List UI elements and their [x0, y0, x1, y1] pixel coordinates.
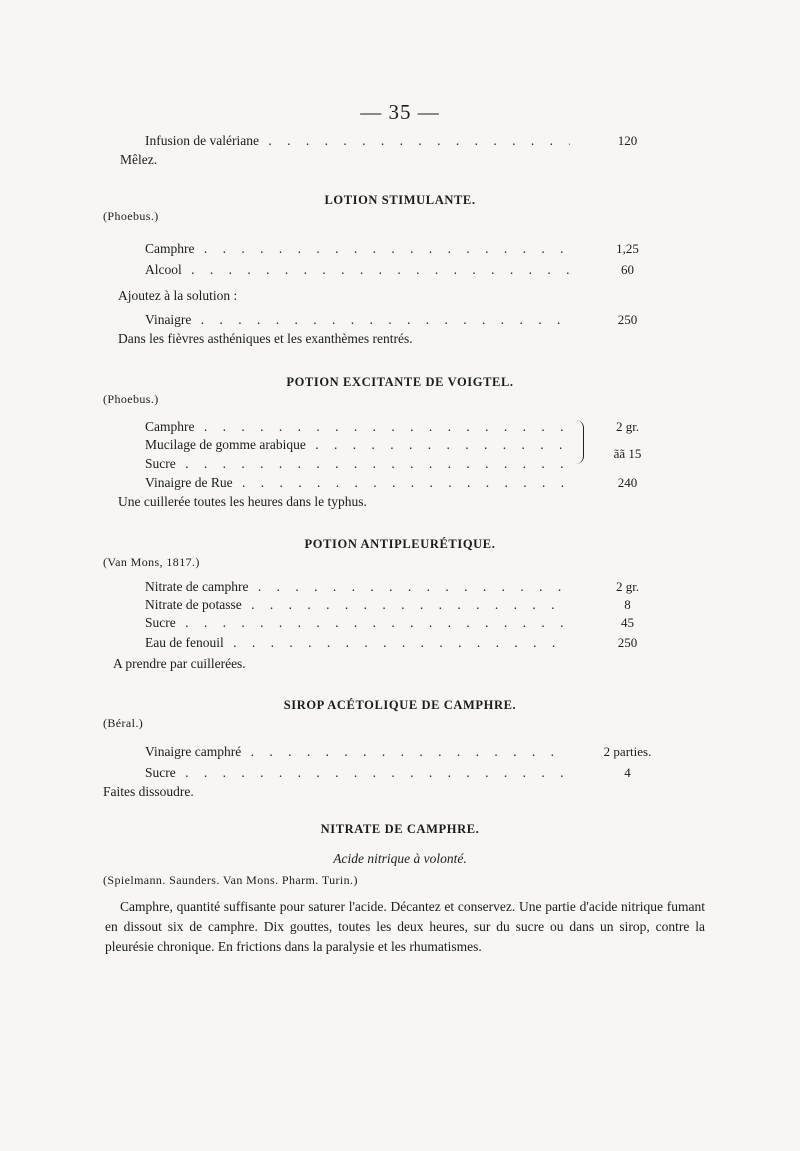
section-title: LOTION STIMULANTE. [324, 193, 476, 207]
page-number: — 35 — [360, 100, 440, 124]
section-title: POTION EXCITANTE DE VOIGTEL. [286, 375, 514, 389]
section-subtitle: Acide nitrique à volonté. [333, 851, 467, 866]
section-title: NITRATE DE CAMPHRE. [320, 822, 480, 836]
ingredient-name: Vinaigre . . . [145, 311, 570, 329]
ingredient-name: Sucre . . . [145, 614, 570, 632]
ingredient-name: Nitrate de camphre . . . [145, 578, 570, 596]
ingredient-quantity: 4 [624, 765, 631, 780]
ingredient-name: Sucre . . . [145, 764, 570, 782]
source-reference: (Van Mons, 1817.) [103, 555, 200, 569]
brace-grouping [573, 420, 584, 464]
ingredient-name: Infusion de valériane . . . [145, 132, 570, 150]
source-reference: (Phoebus.) [103, 209, 159, 223]
section-title: SIROP ACÉTOLIQUE DE CAMPHRE. [283, 698, 517, 712]
ingredient-quantity: 2 parties. [603, 744, 652, 759]
instruction-text: Ajoutez à la solution : [118, 288, 238, 303]
ingredient-quantity: 60 [621, 262, 634, 277]
source-reference: (Spielmann. Saunders. Van Mons. Pharm. Turin.) [103, 873, 358, 887]
usage-text: Une cuillerée toutes les heures dans le typhus. [118, 494, 367, 509]
ingredient-quantity: 250 [617, 312, 638, 327]
ingredient-name: Camphre . . . [145, 418, 570, 436]
instruction-text: Mêlez. [120, 152, 158, 167]
ingredient-name: Mucilage de gomme arabique . . . [145, 436, 570, 454]
source-reference: (Béral.) [103, 716, 144, 730]
ingredient-name: Nitrate de potasse . . . [145, 596, 570, 614]
section-title: POTION ANTIPLEURÉTIQUE. [304, 537, 496, 551]
ingredient-name: Alcool . . . [145, 261, 570, 279]
ingredient-name: Vinaigre camphré . . . [145, 743, 570, 761]
ingredient-quantity: 2 gr. [615, 419, 640, 434]
ingredient-quantity: 45 [621, 615, 634, 630]
ingredient-name: Sucre . . . [145, 455, 570, 473]
ingredient-name: Eau de fenouil . . . [145, 634, 570, 652]
ingredient-quantity: 250 [617, 635, 638, 650]
ingredient-quantity: 120 [617, 133, 638, 148]
ingredient-name: Camphre . . . [145, 240, 570, 258]
ingredient-quantity: 2 gr. [615, 579, 640, 594]
ingredient-name: Vinaigre de Rue . . . [145, 474, 570, 492]
ingredient-quantity: 1,25 [616, 241, 639, 256]
source-reference: (Phoebus.) [103, 392, 159, 406]
ingredient-quantity: ãã 15 [613, 446, 642, 461]
ingredient-quantity: 8 [624, 597, 631, 612]
body-paragraph: Camphre, quantité suffisante pour saturer l'acide. Décantez et conservez. Une partie d'acide nitrique fumant en dissout six de camphre. Dix gouttes, toutes les deux heures, sur du sucre ou dans un sirop, contre la pleurésie chronique. En frictions dans la paralysie et les rhumatismes. [105, 899, 705, 954]
usage-text: Dans les fièvres asthéniques et les exanthèmes rentrés. [118, 331, 413, 346]
usage-text: A prendre par cuillerées. [113, 656, 246, 671]
usage-text: Faites dissoudre. [103, 784, 194, 799]
ingredient-quantity: 240 [617, 475, 638, 490]
